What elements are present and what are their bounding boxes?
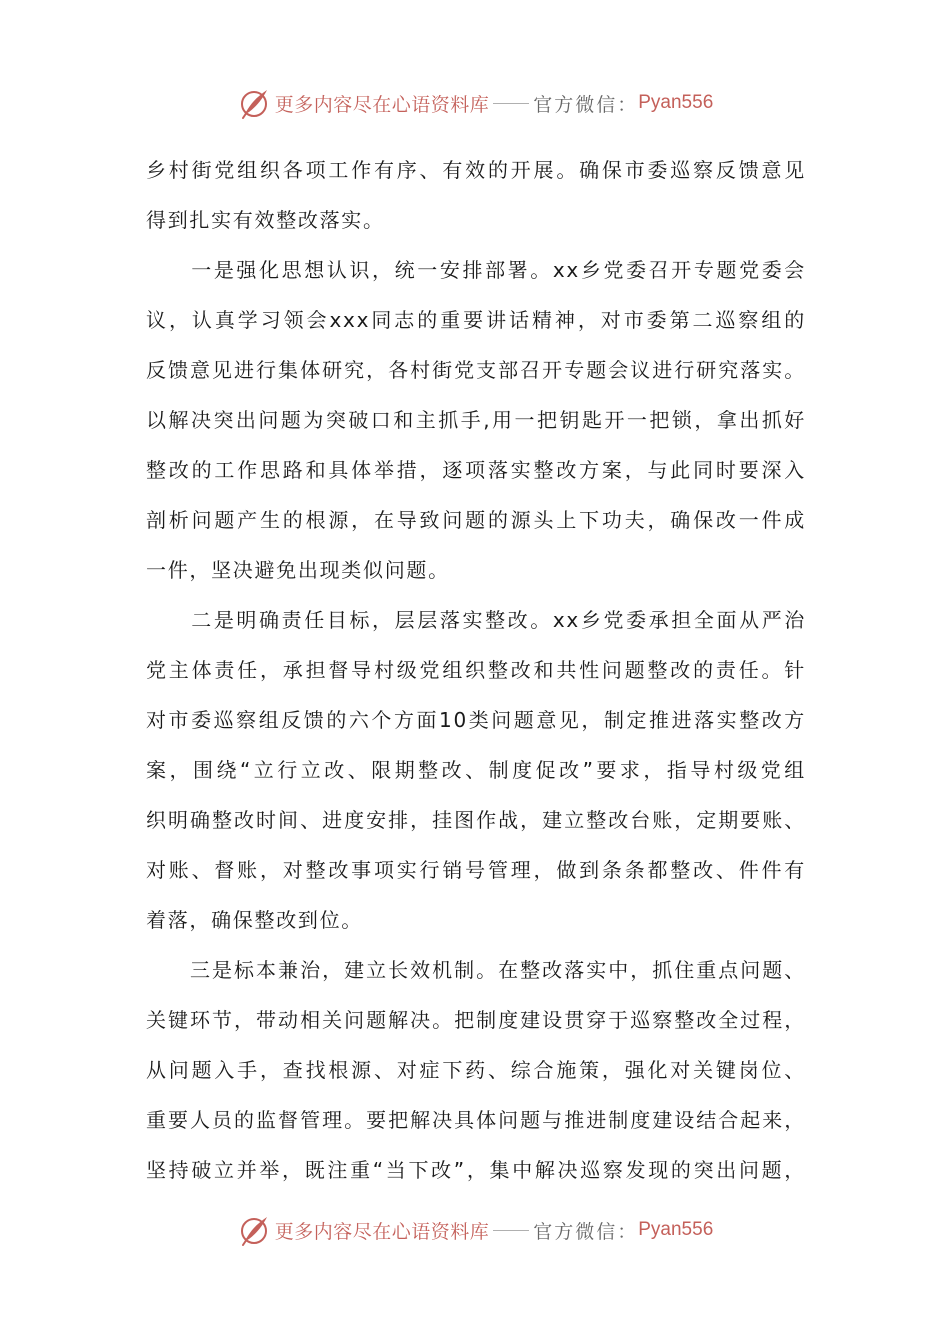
body-line: 党主体责任，承担督导村级党组织整改和共性问题整改的责任。针 [146, 658, 806, 682]
quill-logo-icon [237, 1213, 271, 1247]
body-line: 对市委巡察组反馈的六个方面10类问题意见，制定推进落实整改方 [146, 708, 806, 732]
body-line: 剖析问题产生的根源，在导致问题的源头上下功夫，确保改一件成 [146, 508, 806, 532]
body-line: 以解决突出问题为突破口和主抓手,用一把钥匙开一把锁，拿出抓好 [146, 408, 806, 432]
banner-account-id: Pyan556 [638, 1219, 714, 1240]
quill-logo-icon [237, 86, 271, 120]
body-line: 乡村街党组织各项工作有序、有效的开展。确保市委巡察反馈意见 [146, 158, 806, 182]
header-banner [0, 83, 950, 123]
body-line: 三是标本兼治，建立长效机制。在整改落实中，抓住重点问题、 [146, 958, 806, 982]
body-line: 二是明确责任目标，层层落实整改。xx乡党委承担全面从严治 [146, 608, 806, 632]
body-line: 一件，坚决避免出现类似问题。 [146, 558, 450, 582]
body-line: 整改的工作思路和具体举措，逐项落实整改方案，与此同时要深入 [146, 458, 806, 482]
banner-dash [493, 1230, 529, 1231]
banner-account-id: Pyan556 [638, 92, 714, 113]
body-line: 重要人员的监督管理。要把解决具体问题与推进制度建设结合起来， [146, 1108, 806, 1132]
body-line: 对账、督账，对整改事项实行销号管理，做到条条都整改、件件有 [146, 858, 806, 882]
banner-dash [493, 103, 529, 104]
body-line: 一是强化思想认识，统一安排部署。xx乡党委召开专题党委会 [146, 258, 806, 282]
body-line: 得到扎实有效整改落实。 [146, 208, 385, 232]
banner-brand-text: 更多内容尽在心语资料库 [274, 1220, 490, 1243]
document-body [146, 145, 806, 1195]
banner-brand-text: 更多内容尽在心语资料库 [274, 93, 490, 116]
body-line: 坚持破立并举，既注重“当下改”，集中解决巡察发现的突出问题， [146, 1158, 806, 1182]
body-line: 反馈意见进行集体研究，各村街党支部召开专题会议进行研究落实。 [146, 358, 806, 382]
body-line: 织明确整改时间、进度安排，挂图作战，建立整改台账，定期要账、 [146, 808, 806, 832]
body-line: 关键环节，带动相关问题解决。把制度建设贯穿于巡察整改全过程， [146, 1008, 806, 1032]
body-line: 着落，确保整改到位。 [146, 908, 363, 932]
banner-official-label: 官方微信： [533, 93, 639, 116]
body-line: 案，围绕“立行立改、限期整改、制度促改”要求，指导村级党组 [146, 758, 806, 782]
body-line: 议，认真学习领会xxx同志的重要讲话精神，对市委第二巡察组的 [146, 308, 806, 332]
body-line: 从问题入手，查找根源、对症下药、综合施策，强化对关键岗位、 [146, 1058, 806, 1082]
banner-official-label: 官方微信： [533, 1220, 639, 1243]
footer-banner [0, 1210, 950, 1250]
